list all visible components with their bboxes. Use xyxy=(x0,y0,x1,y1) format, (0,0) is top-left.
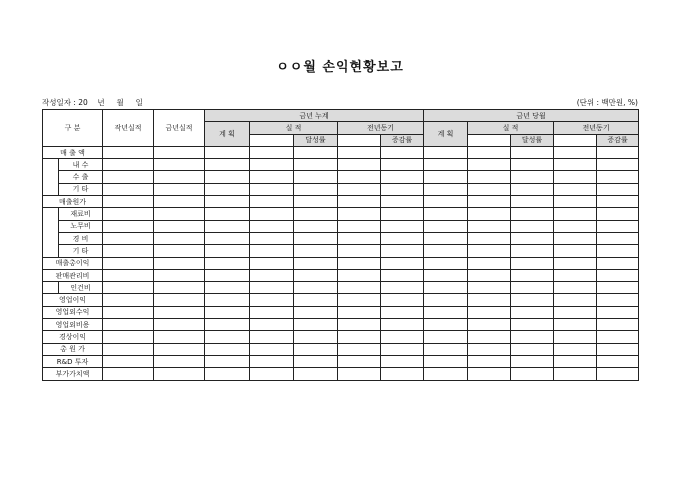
table-cell[interactable] xyxy=(468,355,511,367)
table-cell[interactable] xyxy=(250,355,294,367)
table-cell[interactable] xyxy=(250,245,294,257)
table-cell[interactable] xyxy=(554,343,597,355)
table-cell[interactable] xyxy=(381,183,424,195)
table-cell[interactable] xyxy=(424,245,468,257)
table-cell[interactable] xyxy=(597,159,639,171)
table-row xyxy=(43,196,639,208)
row-label: 영업외수익 xyxy=(43,306,103,318)
table-cell[interactable] xyxy=(250,232,294,244)
table-cell[interactable] xyxy=(250,171,294,183)
table-cell[interactable] xyxy=(250,368,294,380)
table-cell[interactable] xyxy=(103,159,154,171)
table-cell[interactable] xyxy=(250,294,294,306)
table-cell[interactable] xyxy=(154,245,205,257)
table-cell[interactable] xyxy=(381,220,424,232)
table-cell[interactable] xyxy=(554,245,597,257)
table-cell[interactable] xyxy=(250,257,294,269)
table-cell[interactable] xyxy=(424,355,468,367)
header-prev-actual: 작년실적 xyxy=(103,110,154,147)
table-cell[interactable] xyxy=(511,269,554,281)
table-cell[interactable] xyxy=(154,294,205,306)
table-cell[interactable] xyxy=(205,257,250,269)
table-cell[interactable] xyxy=(381,355,424,367)
table-cell[interactable] xyxy=(103,171,154,183)
table-row xyxy=(43,355,639,367)
table-cell[interactable] xyxy=(381,232,424,244)
table-cell[interactable] xyxy=(294,331,338,343)
header-mon-achievement: 달성률 xyxy=(511,134,554,146)
table-cell[interactable] xyxy=(554,208,597,220)
table-cell[interactable] xyxy=(381,257,424,269)
row-label: 총 원 가 xyxy=(43,343,103,355)
table-cell[interactable] xyxy=(554,319,597,331)
table-cell[interactable] xyxy=(294,355,338,367)
table-row xyxy=(43,208,639,220)
table-cell[interactable] xyxy=(103,220,154,232)
table-cell[interactable] xyxy=(154,269,205,281)
header-mon-plan: 계 획 xyxy=(424,122,468,147)
header-cum-prev-value xyxy=(338,134,381,146)
table-cell[interactable] xyxy=(338,355,381,367)
table-cell[interactable] xyxy=(381,319,424,331)
indent-spacer xyxy=(43,159,59,171)
table-cell[interactable] xyxy=(103,282,154,294)
table-cell[interactable] xyxy=(597,269,639,281)
table-cell[interactable] xyxy=(103,183,154,195)
table-cell[interactable] xyxy=(294,232,338,244)
table-cell[interactable] xyxy=(468,208,511,220)
table-cell[interactable] xyxy=(511,171,554,183)
row-label: R&D 투자 xyxy=(43,355,103,367)
table-cell[interactable] xyxy=(381,282,424,294)
table-cell[interactable] xyxy=(250,269,294,281)
indent-spacer xyxy=(43,220,59,232)
table-row xyxy=(43,220,639,232)
table-cell[interactable] xyxy=(103,208,154,220)
header-mon-change: 증감률 xyxy=(597,134,639,146)
header-category: 구 분 xyxy=(43,110,103,147)
table-cell[interactable] xyxy=(468,245,511,257)
table-cell[interactable] xyxy=(424,159,468,171)
table-cell[interactable] xyxy=(205,355,250,367)
row-label: 기 타 xyxy=(59,183,103,195)
table-cell[interactable] xyxy=(424,232,468,244)
table-cell[interactable] xyxy=(103,196,154,208)
table-row xyxy=(43,257,639,269)
table-cell[interactable] xyxy=(511,319,554,331)
table-row xyxy=(43,306,639,318)
table-cell[interactable] xyxy=(154,331,205,343)
table-cell[interactable] xyxy=(250,220,294,232)
table-cell[interactable] xyxy=(468,232,511,244)
row-label: 재료비 xyxy=(59,208,103,220)
table-cell[interactable] xyxy=(154,319,205,331)
table-cell[interactable] xyxy=(554,368,597,380)
table-cell[interactable] xyxy=(294,269,338,281)
table-cell[interactable] xyxy=(338,343,381,355)
table-cell[interactable] xyxy=(205,196,250,208)
table-cell[interactable] xyxy=(554,306,597,318)
table-cell[interactable] xyxy=(103,146,154,158)
indent-spacer xyxy=(43,245,59,257)
table-cell[interactable] xyxy=(597,343,639,355)
table-cell[interactable] xyxy=(154,220,205,232)
table-cell[interactable] xyxy=(468,171,511,183)
table-row xyxy=(43,146,639,158)
table-cell[interactable] xyxy=(597,306,639,318)
table-cell[interactable] xyxy=(103,319,154,331)
table-cell[interactable] xyxy=(154,208,205,220)
table-cell[interactable] xyxy=(511,331,554,343)
table-cell[interactable] xyxy=(597,220,639,232)
table-cell[interactable] xyxy=(381,306,424,318)
table-cell[interactable] xyxy=(381,343,424,355)
table-cell[interactable] xyxy=(424,368,468,380)
table-cell[interactable] xyxy=(468,220,511,232)
table-cell[interactable] xyxy=(381,269,424,281)
table-cell[interactable] xyxy=(597,355,639,367)
table-cell[interactable] xyxy=(154,306,205,318)
table-cell[interactable] xyxy=(511,183,554,195)
table-cell[interactable] xyxy=(250,343,294,355)
table-cell[interactable] xyxy=(381,294,424,306)
table-cell[interactable] xyxy=(468,183,511,195)
header-curr-actual: 금년실적 xyxy=(154,110,205,147)
table-cell[interactable] xyxy=(103,355,154,367)
table-cell[interactable] xyxy=(338,232,381,244)
table-cell[interactable] xyxy=(511,245,554,257)
table-cell[interactable] xyxy=(554,232,597,244)
row-label: 부가가치액 xyxy=(43,368,103,380)
table-cell[interactable] xyxy=(294,294,338,306)
table-cell[interactable] xyxy=(597,171,639,183)
table-row xyxy=(43,343,639,355)
table-cell[interactable] xyxy=(250,331,294,343)
profit-loss-table xyxy=(42,109,639,381)
table-cell[interactable] xyxy=(554,282,597,294)
table-cell[interactable] xyxy=(205,306,250,318)
table-cell[interactable] xyxy=(424,306,468,318)
table-cell[interactable] xyxy=(250,208,294,220)
table-cell[interactable] xyxy=(205,171,250,183)
table-cell[interactable] xyxy=(511,146,554,158)
table-cell[interactable] xyxy=(554,183,597,195)
table-cell[interactable] xyxy=(154,232,205,244)
table-row xyxy=(43,294,639,306)
table-cell[interactable] xyxy=(103,294,154,306)
table-cell[interactable] xyxy=(154,196,205,208)
table-cell[interactable] xyxy=(468,269,511,281)
row-label: 인건비 xyxy=(59,282,103,294)
header-mon-actual-value xyxy=(468,134,511,146)
table-cell[interactable] xyxy=(511,208,554,220)
table-cell[interactable] xyxy=(294,319,338,331)
table-row xyxy=(43,269,639,281)
table-cell[interactable] xyxy=(103,343,154,355)
table-cell[interactable] xyxy=(511,159,554,171)
table-cell[interactable] xyxy=(205,232,250,244)
table-cell[interactable] xyxy=(511,306,554,318)
table-cell[interactable] xyxy=(511,282,554,294)
table-cell[interactable] xyxy=(338,245,381,257)
table-cell[interactable] xyxy=(424,171,468,183)
table-cell[interactable] xyxy=(338,294,381,306)
header-cum-achievement: 달성률 xyxy=(294,134,338,146)
table-cell[interactable] xyxy=(294,282,338,294)
table-cell[interactable] xyxy=(250,159,294,171)
header-cum-change: 증감률 xyxy=(381,134,424,146)
table-cell[interactable] xyxy=(468,343,511,355)
table-cell[interactable] xyxy=(424,183,468,195)
table-cell[interactable] xyxy=(554,146,597,158)
indent-spacer xyxy=(43,282,59,294)
table-row xyxy=(43,319,639,331)
table-cell[interactable] xyxy=(381,331,424,343)
table-cell[interactable] xyxy=(554,220,597,232)
table-cell[interactable] xyxy=(511,355,554,367)
table-cell[interactable] xyxy=(554,257,597,269)
table-cell[interactable] xyxy=(154,343,205,355)
table-cell[interactable] xyxy=(597,196,639,208)
table-cell[interactable] xyxy=(338,331,381,343)
table-cell[interactable] xyxy=(468,294,511,306)
table-cell[interactable] xyxy=(154,355,205,367)
table-cell[interactable] xyxy=(205,208,250,220)
table-cell[interactable] xyxy=(424,319,468,331)
table-cell[interactable] xyxy=(597,183,639,195)
header-mon-prev-same: 전년동기 xyxy=(554,122,639,134)
row-label: 판매관리비 xyxy=(43,269,103,281)
table-cell[interactable] xyxy=(597,319,639,331)
table-cell[interactable] xyxy=(424,294,468,306)
table-cell[interactable] xyxy=(338,282,381,294)
table-cell[interactable] xyxy=(424,146,468,158)
table-cell[interactable] xyxy=(250,183,294,195)
table-cell[interactable] xyxy=(424,282,468,294)
row-label: 노무비 xyxy=(59,220,103,232)
row-label: 영업외비용 xyxy=(43,319,103,331)
table-cell[interactable] xyxy=(103,257,154,269)
table-cell[interactable] xyxy=(154,146,205,158)
table-cell[interactable] xyxy=(205,146,250,158)
table-cell[interactable] xyxy=(103,368,154,380)
table-cell[interactable] xyxy=(205,245,250,257)
table-cell[interactable] xyxy=(597,331,639,343)
table-cell[interactable] xyxy=(597,245,639,257)
table-row xyxy=(43,171,639,183)
table-cell[interactable] xyxy=(154,171,205,183)
table-cell[interactable] xyxy=(294,208,338,220)
row-label: 내 수 xyxy=(59,159,103,171)
header-cum-plan: 계 획 xyxy=(205,122,250,147)
table-cell[interactable] xyxy=(338,183,381,195)
indent-spacer xyxy=(43,183,59,195)
header-cum-prev-same: 전년동기 xyxy=(338,122,424,134)
table-cell[interactable] xyxy=(250,319,294,331)
table-row xyxy=(43,368,639,380)
table-row xyxy=(43,282,639,294)
table-cell[interactable] xyxy=(205,294,250,306)
table-cell[interactable] xyxy=(154,183,205,195)
unit-note: (단위 : 백만원, %) xyxy=(576,98,638,107)
table-cell[interactable] xyxy=(554,269,597,281)
table-cell[interactable] xyxy=(468,368,511,380)
table-cell[interactable] xyxy=(294,343,338,355)
table-cell[interactable] xyxy=(205,319,250,331)
table-cell[interactable] xyxy=(381,245,424,257)
indent-spacer xyxy=(43,171,59,183)
table-cell[interactable] xyxy=(154,368,205,380)
table-cell[interactable] xyxy=(250,146,294,158)
table-cell[interactable] xyxy=(554,294,597,306)
table-cell[interactable] xyxy=(468,196,511,208)
table-cell[interactable] xyxy=(381,159,424,171)
table-cell[interactable] xyxy=(250,196,294,208)
table-row xyxy=(43,183,639,195)
table-cell[interactable] xyxy=(205,183,250,195)
table-cell[interactable] xyxy=(338,306,381,318)
table-cell[interactable] xyxy=(103,331,154,343)
table-cell[interactable] xyxy=(338,146,381,158)
row-label: 매출총이익 xyxy=(43,257,103,269)
table-cell[interactable] xyxy=(511,232,554,244)
table-cell[interactable] xyxy=(511,196,554,208)
report-title: ㅇㅇ월 손익현황보고 xyxy=(276,60,404,75)
header-mon-prev-value xyxy=(554,134,597,146)
table-cell[interactable] xyxy=(468,159,511,171)
table-cell[interactable] xyxy=(338,257,381,269)
table-row xyxy=(43,331,639,343)
table-cell[interactable] xyxy=(381,171,424,183)
table-cell[interactable] xyxy=(424,257,468,269)
table-cell[interactable] xyxy=(103,232,154,244)
table-cell[interactable] xyxy=(205,331,250,343)
table-cell[interactable] xyxy=(381,208,424,220)
table-cell[interactable] xyxy=(511,368,554,380)
table-cell[interactable] xyxy=(381,146,424,158)
table-cell[interactable] xyxy=(424,208,468,220)
table-cell[interactable] xyxy=(205,220,250,232)
table-cell[interactable] xyxy=(597,282,639,294)
table-cell[interactable] xyxy=(103,306,154,318)
table-cell[interactable] xyxy=(597,368,639,380)
table-cell[interactable] xyxy=(468,306,511,318)
header-cumulative: 금년 누계 xyxy=(205,110,424,122)
row-label: 수 출 xyxy=(59,171,103,183)
table-cell[interactable] xyxy=(468,257,511,269)
table-cell[interactable] xyxy=(205,269,250,281)
table-cell[interactable] xyxy=(554,355,597,367)
table-cell[interactable] xyxy=(205,159,250,171)
table-cell[interactable] xyxy=(250,306,294,318)
table-cell[interactable] xyxy=(294,196,338,208)
table-cell[interactable] xyxy=(205,343,250,355)
table-cell[interactable] xyxy=(554,159,597,171)
table-cell[interactable] xyxy=(381,196,424,208)
table-cell[interactable] xyxy=(468,282,511,294)
header-mon-actual: 실 적 xyxy=(468,122,554,134)
table-cell[interactable] xyxy=(294,368,338,380)
table-cell[interactable] xyxy=(554,331,597,343)
table-body xyxy=(43,146,639,380)
table-cell[interactable] xyxy=(597,208,639,220)
table-cell[interactable] xyxy=(338,171,381,183)
table-cell[interactable] xyxy=(597,146,639,158)
table-cell[interactable] xyxy=(424,331,468,343)
table-cell[interactable] xyxy=(468,319,511,331)
table-cell[interactable] xyxy=(424,196,468,208)
table-cell[interactable] xyxy=(294,146,338,158)
table-cell[interactable] xyxy=(338,269,381,281)
table-cell[interactable] xyxy=(468,331,511,343)
table-cell[interactable] xyxy=(338,368,381,380)
table-cell[interactable] xyxy=(597,294,639,306)
table-cell[interactable] xyxy=(154,257,205,269)
table-cell[interactable] xyxy=(424,269,468,281)
table-cell[interactable] xyxy=(424,220,468,232)
table-cell[interactable] xyxy=(294,171,338,183)
row-label: 매출원가 xyxy=(43,196,103,208)
table-cell[interactable] xyxy=(103,245,154,257)
table-row xyxy=(43,159,639,171)
header-current-month: 금년 당월 xyxy=(424,110,639,122)
indent-spacer xyxy=(43,208,59,220)
table-row xyxy=(43,232,639,244)
table-cell[interactable] xyxy=(424,343,468,355)
header-cum-actual-value xyxy=(250,134,294,146)
row-label: 경 비 xyxy=(59,232,103,244)
table-row xyxy=(43,245,639,257)
row-label: 영업이익 xyxy=(43,294,103,306)
table-cell[interactable] xyxy=(511,343,554,355)
table-cell[interactable] xyxy=(597,257,639,269)
table-cell[interactable] xyxy=(554,171,597,183)
table-cell[interactable] xyxy=(154,159,205,171)
table-cell[interactable] xyxy=(103,269,154,281)
table-cell[interactable] xyxy=(511,294,554,306)
table-cell[interactable] xyxy=(205,368,250,380)
indent-spacer xyxy=(43,232,59,244)
table-cell[interactable] xyxy=(338,159,381,171)
table-cell[interactable] xyxy=(294,183,338,195)
table-cell[interactable] xyxy=(511,220,554,232)
table-cell[interactable] xyxy=(294,220,338,232)
table-cell[interactable] xyxy=(511,257,554,269)
table-cell[interactable] xyxy=(338,208,381,220)
table-cell[interactable] xyxy=(205,282,250,294)
row-label: 매 출 액 xyxy=(43,146,103,158)
table-cell[interactable] xyxy=(468,146,511,158)
table-cell[interactable] xyxy=(154,282,205,294)
table-cell[interactable] xyxy=(338,196,381,208)
table-cell[interactable] xyxy=(597,232,639,244)
table-cell[interactable] xyxy=(554,196,597,208)
date-line: 작성일자 : 20 년 월 일 xyxy=(42,98,143,107)
table-cell[interactable] xyxy=(294,245,338,257)
table-cell[interactable] xyxy=(381,368,424,380)
table-cell[interactable] xyxy=(294,159,338,171)
table-cell[interactable] xyxy=(250,282,294,294)
table-cell[interactable] xyxy=(294,306,338,318)
table-cell[interactable] xyxy=(294,257,338,269)
row-label: 경상이익 xyxy=(43,331,103,343)
table-cell[interactable] xyxy=(338,220,381,232)
header-cum-actual: 실 적 xyxy=(250,122,338,134)
table-cell[interactable] xyxy=(338,319,381,331)
row-label: 기 타 xyxy=(59,245,103,257)
